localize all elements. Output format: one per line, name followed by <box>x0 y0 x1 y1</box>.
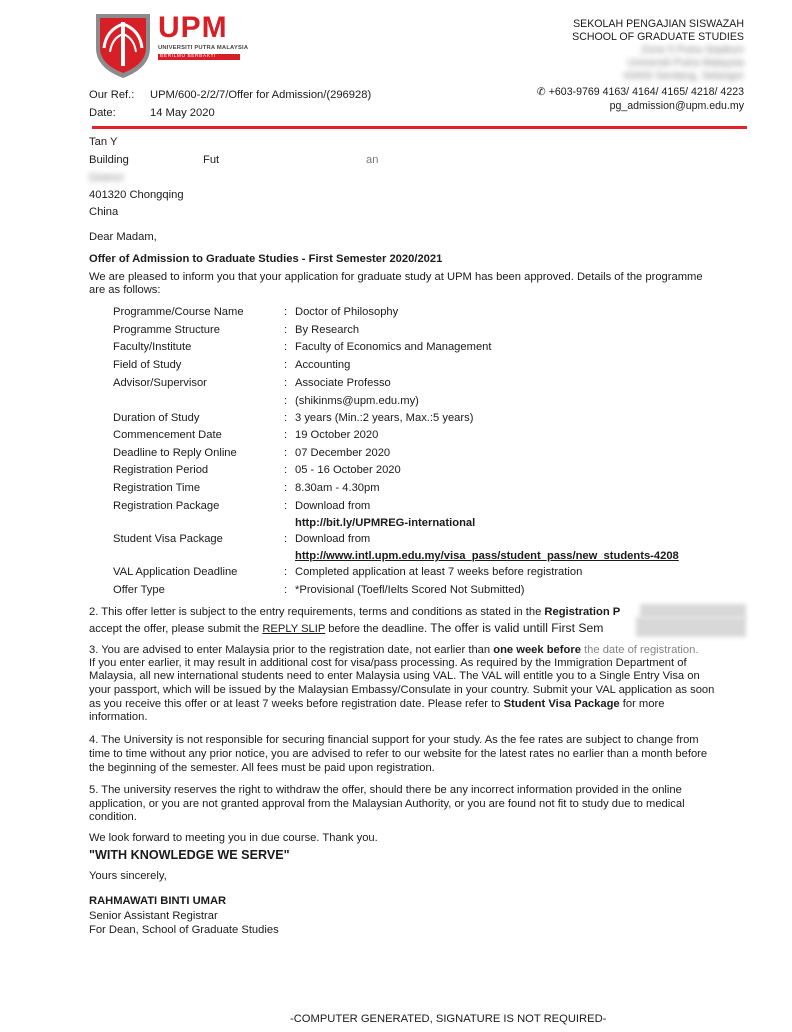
p3-text: the date of registration. <box>580 644 699 656</box>
closing-line: We look forward to meeting you in due course. Thank you. <box>89 832 378 844</box>
intro-line-2: are as follows: <box>89 284 161 296</box>
computer-generated-notice: -COMPUTER GENERATED, SIGNATURE IS NOT REQUIRED- <box>290 1013 607 1025</box>
our-ref-value: UPM/600-2/2/7/Offer for Admission/(296928) <box>150 89 372 101</box>
p2-line-1 <box>89 606 620 619</box>
detail-label: Field of Study <box>113 359 182 371</box>
detail-value: Associate Professo <box>295 377 391 389</box>
detail-value: Download from <box>295 500 371 512</box>
p3-line-4: your passport, which will be issued by the Malaysian Embassy/Consulate in your country. Submit your VAL application as soon <box>89 684 715 696</box>
p5-line-1: 5. The university reserves the right to withdraw the offer, should there be any incorrect information provided in the online <box>89 784 682 796</box>
detail-value: Faculty of Economics and Management <box>295 341 492 353</box>
signatory-name: RAHMAWATI BINTI UMAR <box>89 895 227 907</box>
p3-text: 3. You are advised to enter Malaysia prior to the registration date, not earlier than <box>89 644 494 656</box>
detail-colon: : <box>284 359 288 371</box>
detail-colon: : <box>284 395 288 407</box>
detail-colon: : <box>284 482 288 494</box>
address-line-3: Zone 5 Putra Stadium <box>640 44 744 56</box>
p2-text: accept the offer, please submit the <box>89 623 263 635</box>
detail-colon: : <box>284 324 288 336</box>
p3-line-2: If you enter earlier, it may result in additional cost for visa/pass processing. As required by the Immigration Department of <box>89 657 687 669</box>
detail-label: Advisor/Supervisor <box>113 377 207 389</box>
logo-motto: BERILMU BERBAKTI <box>160 54 216 59</box>
logo-wordmark: UPM <box>158 11 228 44</box>
detail-label: Duration of Study <box>113 412 200 424</box>
detail-label: Registration Time <box>113 482 201 494</box>
address-email: pg_admission@upm.edu.my <box>609 100 744 112</box>
detail-value: *Provisional (Toefl/Ielts Scored Not Submitted) <box>295 584 525 596</box>
p2-line-2 <box>89 622 603 636</box>
detail-colon: : <box>284 464 288 476</box>
detail-colon: : <box>284 533 288 545</box>
detail-label: Student Visa Package <box>113 533 223 545</box>
phone-number: +603-9769 4163/ 4164/ 4165/ 4218/ 4223 <box>548 86 744 98</box>
detail-value: Completed application at least 7 weeks before registration <box>295 566 583 578</box>
detail-value: Doctor of Philosophy <box>295 306 399 318</box>
detail-colon: : <box>284 584 288 596</box>
detail-label: Programme Structure <box>113 324 220 336</box>
logo-university-name: UNIVERSITI PUTRA MALAYSIA <box>158 45 249 51</box>
recipient-line-1b: Fut <box>203 154 220 166</box>
reply-slip-ref: REPLY SLIP <box>262 623 326 635</box>
p2-validity: The offer is valid untill First Sem <box>430 621 604 635</box>
p4-line-2: time to time without any prior notice, you are advised to refer to our website for the latest rates no earlier than a month before <box>89 748 708 760</box>
university-motto: "WITH KNOWLEDGE WE SERVE" <box>89 848 290 862</box>
upm-logo <box>92 8 249 82</box>
p2-text: 2. This offer letter is subject to the entry requirements, terms and conditions as stated in the <box>89 606 545 618</box>
recipient-line-2: District <box>89 172 124 184</box>
phone-icon: ✆ <box>536 86 546 98</box>
upm-crest-icon <box>92 8 154 80</box>
redaction <box>400 377 510 389</box>
detail-colon: : <box>284 447 288 459</box>
p3-line-3: Malaysia, all new international students need to enter Malaysia using VAL. The VAL will entitle you to a Single Entry Visa on <box>89 670 700 682</box>
detail-colon: : <box>284 429 288 441</box>
detail-value: Download from <box>295 533 371 545</box>
p3-emphasis: one week before <box>493 644 581 656</box>
detail-colon: : <box>284 412 288 424</box>
p3-text: as you receive this offer or at least 7 weeks before registration date. Please refer to <box>89 698 504 710</box>
header-divider <box>92 126 747 129</box>
date-value: 14 May 2020 <box>150 107 215 119</box>
signatory-office: For Dean, School of Graduate Studies <box>89 924 279 936</box>
yours-sincerely: Yours sincerely, <box>89 870 167 882</box>
intro-line-1: We are pleased to inform you that your application for graduate study at UPM has been approved. Details of the programme <box>89 271 703 283</box>
detail-value: 3 years (Min.:2 years, Max.:5 years) <box>295 412 474 424</box>
p4-line-3: the beginning of the semester. All fees must be paid upon registration. <box>89 762 435 774</box>
p3-line-6: information. <box>89 711 148 723</box>
detail-label: Registration Package <box>113 500 220 512</box>
recipient-line-4: China <box>89 206 119 218</box>
redaction <box>636 617 746 637</box>
p5-line-3: condition. <box>89 811 137 823</box>
supervisor-email: (shikinms@upm.edu.my) <box>295 395 419 407</box>
detail-label: Programme/Course Name <box>113 306 244 318</box>
address-line-2: SCHOOL OF GRADUATE STUDIES <box>572 31 744 43</box>
registration-package-link[interactable]: http://bit.ly/UPMREG-international <box>295 517 476 529</box>
p3-line-1 <box>89 644 698 657</box>
p5-line-2: application, or you are not granted approval from the Malaysian Authority, or you are found not fit to study due to medical <box>89 798 685 810</box>
letter-subject: Offer of Admission to Graduate Studies - First Semester 2020/2021 <box>89 253 443 265</box>
detail-colon: : <box>284 306 288 318</box>
detail-value: 05 - 16 October 2020 <box>295 464 401 476</box>
student-visa-package-link[interactable]: http://www.intl.upm.edu.my/visa_pass/student_pass/new_students-4208 <box>295 550 679 562</box>
address-line-1: SEKOLAH PENGAJIAN SISWAZAH <box>573 18 744 30</box>
recipient-name: Tan Y <box>89 136 118 148</box>
redaction <box>140 154 200 166</box>
detail-colon: : <box>284 566 288 578</box>
p3-visa-package-ref: Student Visa Package <box>503 698 620 710</box>
detail-colon: : <box>284 377 288 389</box>
address-line-5: 43400 Serdang, Selangor <box>623 70 744 82</box>
detail-label: Registration Period <box>113 464 209 476</box>
detail-label: Deadline to Reply Online <box>113 447 237 459</box>
detail-label: Faculty/Institute <box>113 341 192 353</box>
address-phone <box>537 86 744 99</box>
redaction <box>640 604 746 618</box>
signatory-title: Senior Assistant Registrar <box>89 910 218 922</box>
detail-label: Commencement Date <box>113 429 222 441</box>
detail-value: By Research <box>295 324 360 336</box>
detail-colon: : <box>284 500 288 512</box>
salutation: Dear Madam, <box>89 231 157 243</box>
detail-value: Accounting <box>295 359 351 371</box>
detail-value: 8.30am - 4.30pm <box>295 482 380 494</box>
recipient-line-1a: Building <box>89 154 129 166</box>
our-ref-label: Our Ref.: <box>89 89 135 101</box>
detail-label: Offer Type <box>113 584 165 596</box>
p3-line-5 <box>89 698 664 711</box>
detail-value: 19 October 2020 <box>295 429 379 441</box>
recipient-line-3: 401320 Chongqing <box>89 189 184 201</box>
p2-registration-ref: Registration P <box>544 606 621 618</box>
address-line-4: Universiti Putra Malaysia <box>627 57 744 69</box>
detail-value: 07 December 2020 <box>295 447 391 459</box>
p2-text: before the deadline. <box>325 623 431 635</box>
p3-text: for more <box>619 698 665 710</box>
recipient-line-1c: an <box>366 154 379 166</box>
redaction <box>224 154 364 166</box>
detail-colon: : <box>284 341 288 353</box>
detail-label: VAL Application Deadline <box>113 566 238 578</box>
p4-line-1: 4. The University is not responsible for securing financial support for your study. As the fee rates are subject to change from <box>89 734 699 746</box>
date-label: Date: <box>89 107 116 119</box>
